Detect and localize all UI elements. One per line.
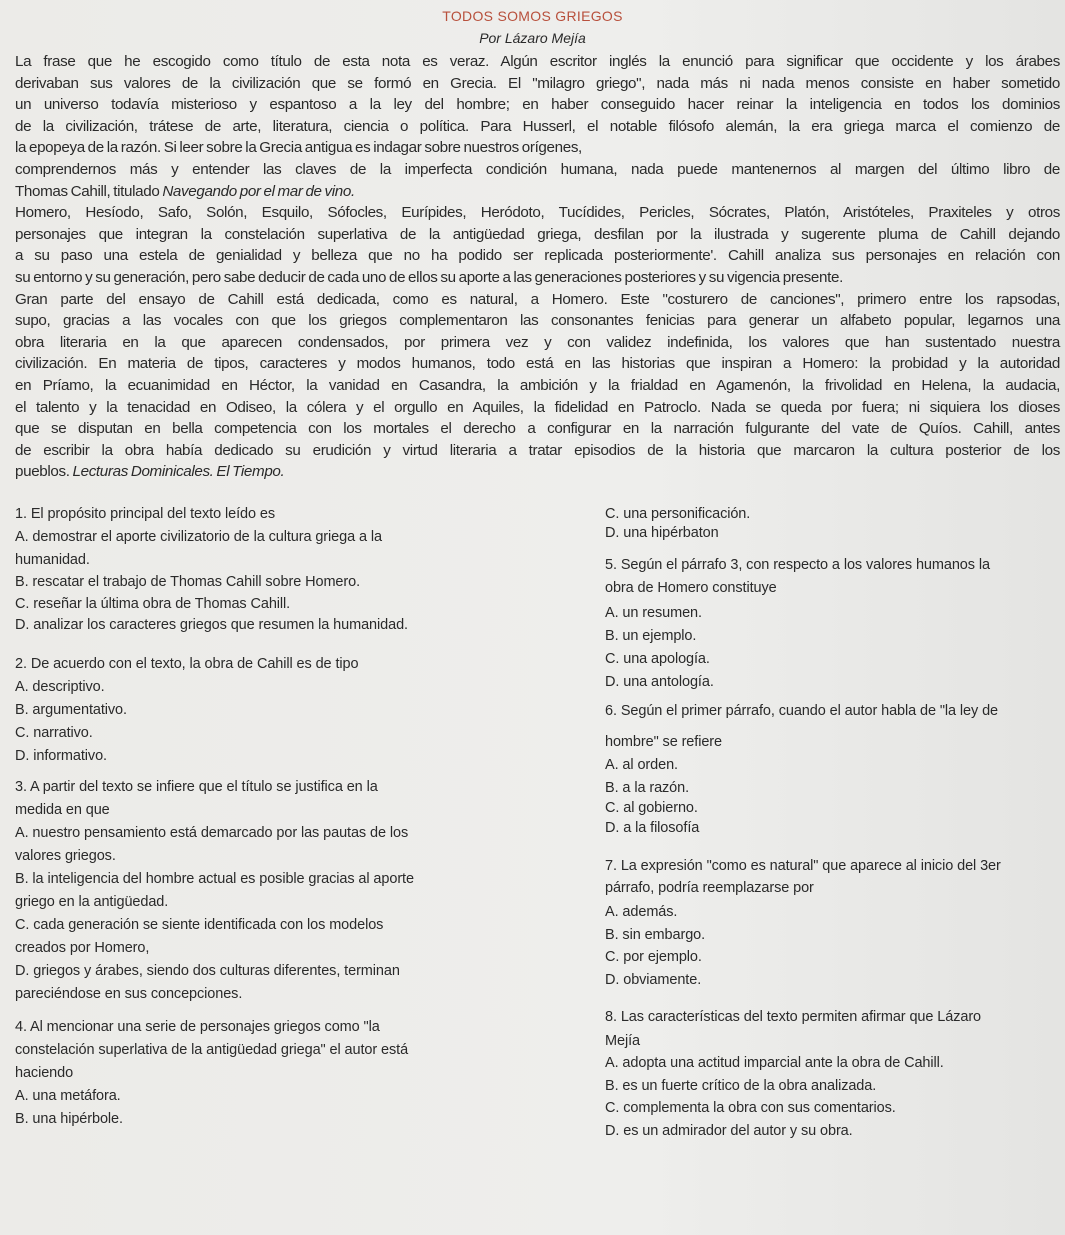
article-line-text: personajes que integran la constelación superlativa de la antigüedad griega, desfilan por la ilustrada y sugerente pluma de Cahill dejando — [15, 225, 1060, 243]
answer-option: B. sin embargo. — [605, 927, 706, 943]
answer-option: D. informativo. — [15, 748, 107, 764]
question-text-continued: obra de Homero constituye — [605, 580, 777, 596]
article-line-text: Homero, Hesíodo, Safo, Solón, Esquilo, Sófocles, Eurípides, Heródoto, Tucídides, Pericles, Sócrates, Platón, Aristóteles, Praxiteles y otros — [15, 204, 1060, 222]
question-stem: 7. La expresión "como es natural" que aparece al inicio del 3er — [605, 858, 1001, 874]
article-line — [15, 334, 1060, 351]
book-title: Navegando por el mar de vino. — [162, 182, 355, 200]
article-line-text: un universo todavía misterioso y espantoso a la ley del hombre; en haber conseguido hacer reinar la inteligencia en todos los dominios — [15, 96, 1060, 114]
answer-option: B. es un fuerte crítico de la obra analizada. — [605, 1078, 877, 1094]
answer-option: C. una personificación. — [605, 506, 751, 522]
article-line — [15, 183, 1060, 200]
question-text-continued: párrafo, podría reemplazarse por — [605, 880, 814, 896]
answer-option: B. argumentativo. — [15, 702, 127, 718]
article-line-text: el talento y la tenacidad en Odiseo, la cólera y el orgullo en Aquiles, la fidelidad en Patroclo. Nada se queda por fuera; ni siquiera los dioses — [15, 398, 1060, 416]
question-text-continued: Mejía — [605, 1033, 640, 1049]
answer-option: A. adopta una actitud imparcial ante la obra de Cahill. — [605, 1055, 944, 1071]
article-line-text: que se disputan en bella competencia con los mortales el derecho a configurar en la narración fulgurante del vate de Quíos. Cahill, antes — [15, 420, 1060, 438]
article-line — [15, 442, 1060, 459]
article-line-text: de la civilización, trátese de arte, literatura, ciencia o política. Para Husserl, el notable filósofo alemán, la era griega marca el comienzo de — [15, 117, 1060, 135]
answer-option: D. analizar los caracteres griegos que resumen la humanidad. — [15, 617, 408, 633]
answer-option: D. obviamente. — [605, 972, 702, 988]
article-line — [15, 291, 1060, 308]
article-source: Lecturas Dominicales. El Tiempo. — [72, 463, 285, 481]
answer-option: C. por ejemplo. — [605, 949, 702, 965]
answer-option: D. una antología. — [605, 674, 714, 690]
article-line-text: su entorno y su generación, pero sabe deducir de cada uno de ellos su aporte a las generaciones posteriores y su vigencia presente. — [15, 269, 843, 286]
question-text-continued: haciendo — [15, 1065, 74, 1081]
document-title: TODOS SOMOS GRIEGOS — [442, 8, 623, 24]
answer-option: B. una hipérbole. — [15, 1111, 123, 1127]
answer-option: D. griegos y árabes, siendo dos culturas diferentes, terminan — [15, 963, 400, 979]
article-line — [15, 53, 1060, 70]
article-line-text: La frase que he escogido como título de esta nota es veraz. Algún escritor inglés la enunció para significar que occidente y los árabes — [15, 53, 1060, 70]
article-line-text: Gran parte del ensayo de Cahill está dedicada, como es natural, a Homero. Este "costurero de canciones", primero entre los rapsodas, — [15, 290, 1060, 308]
article-line-text: la epopeya de la razón. Si leer sobre la Grecia antigua es indagar sobre nuestros orígenes, — [15, 139, 582, 157]
article-line-text: en Príamo, la ecuanimidad en Héctor, la vanidad en Casandra, la ambición y la frialdad en Agamenón, la frivolidad en Helena, la audacia, — [15, 377, 1060, 394]
article-line — [15, 139, 1060, 156]
article-line-text: Thomas Cahill, titulado — [15, 182, 163, 200]
article-line — [15, 355, 1060, 372]
answer-option: C. narrativo. — [15, 725, 93, 741]
document-author: Por Lázaro Mejía — [479, 30, 586, 46]
question-text-continued: humanidad. — [15, 552, 90, 568]
article-line-text: obra literaria en la que aparecen condensados, por primera vez y con validez indefinida, los valores que han sustentado nuestra — [15, 333, 1060, 351]
answer-option: D. es un admirador del autor y su obra. — [605, 1123, 853, 1139]
question-stem: 2. De acuerdo con el texto, la obra de Cahill es de tipo — [15, 656, 359, 672]
question-stem: 4. Al mencionar una serie de personajes griegos como "la — [15, 1019, 380, 1035]
answer-option: B. rescatar el trabajo de Thomas Cahill sobre Homero. — [15, 574, 361, 590]
answer-option: D. a la filosofía — [605, 820, 700, 836]
article-line — [15, 312, 1060, 329]
answer-option: C. al gobierno. — [605, 800, 698, 816]
article-line-text: de escribir la obra había dedicado su erudición y virtud literaria a tratar episodios de la historia que marcaron la cultura posterior de los — [15, 441, 1060, 459]
question-text-continued: creados por Homero, — [15, 940, 150, 956]
article-line — [15, 118, 1060, 135]
answer-option: B. a la razón. — [605, 780, 690, 796]
answer-option: B. un ejemplo. — [605, 628, 697, 644]
answer-option: A. además. — [605, 904, 678, 920]
article-line — [15, 226, 1060, 243]
answer-option: C. una apología. — [605, 651, 710, 667]
answer-option: A. una metáfora. — [15, 1088, 121, 1104]
article-line — [15, 96, 1060, 113]
article-line — [15, 75, 1060, 92]
question-stem: 8. Las características del texto permiten afirmar que Lázaro — [605, 1009, 982, 1025]
question-stem: 6. Según el primer párrafo, cuando el autor habla de "la ley de — [605, 703, 999, 719]
question-text-continued: griego en la antigüedad. — [15, 894, 169, 910]
article-line-text: pueblos. — [15, 463, 73, 481]
answer-option: C. reseñar la última obra de Thomas Cahill. — [15, 596, 291, 612]
article-line-text: civilización. En materia de tipos, caracteres y modos humanos, todo está en las historias que inspiran a Homero: la probidad y la autoridad — [15, 355, 1060, 373]
article-line — [15, 161, 1060, 178]
answer-option: B. la inteligencia del hombre actual es posible gracias al aporte — [15, 871, 414, 887]
article-line-text: comprendernos más y entender las claves de la imperfecta condición humana, nada puede mantenernos al margen del último libro de — [15, 161, 1060, 178]
question-stem: 5. Según el párrafo 3, con respecto a los valores humanos la — [605, 557, 990, 573]
answer-option: A. al orden. — [605, 757, 678, 773]
article-line — [15, 204, 1060, 221]
answer-option: C. complementa la obra con sus comentarios. — [605, 1100, 896, 1116]
article-line — [15, 420, 1060, 437]
answer-option: A. descriptivo. — [15, 679, 105, 695]
article-line — [15, 269, 1060, 286]
answer-option: C. cada generación se siente identificada con los modelos — [15, 917, 384, 933]
article-line-text: a su paso una estela de genialidad y belleza que no ha podido ser replicada posteriormente'. Cahill analiza sus personajes en relación con — [15, 247, 1060, 265]
article-line — [15, 399, 1060, 416]
question-text-continued: medida en que — [15, 802, 110, 818]
article-line-text: supo, gracias a las vocales con que los griegos complementaron las consonantes fenicias para generar un alfabeto popular, legarnos una — [15, 312, 1060, 330]
article-line — [15, 377, 1060, 394]
article-line-text: derivaban sus valores de la civilización que se formó en Grecia. El "milagro griego", nada más ni nada menos consiste en haber sometido — [15, 74, 1060, 92]
question-text-continued: pareciéndose en sus concepciones. — [15, 986, 243, 1002]
question-text-continued: constelación superlativa de la antigüedad griega" el autor está — [15, 1042, 409, 1058]
question-stem: 1. El propósito principal del texto leído es — [15, 506, 275, 522]
article-line — [15, 247, 1060, 264]
answer-option: A. demostrar el aporte civilizatorio de la cultura griega a la — [15, 529, 382, 545]
answer-option: D. una hipérbaton — [605, 525, 719, 541]
question-text-continued: valores griegos. — [15, 848, 116, 864]
answer-option: A. un resumen. — [605, 605, 702, 621]
answer-option: A. nuestro pensamiento está demarcado por las pautas de los — [15, 825, 409, 841]
article-line — [15, 463, 1060, 480]
question-stem: 3. A partir del texto se infiere que el título se justifica en la — [15, 779, 378, 795]
question-text-continued: hombre" se refiere — [605, 734, 722, 750]
